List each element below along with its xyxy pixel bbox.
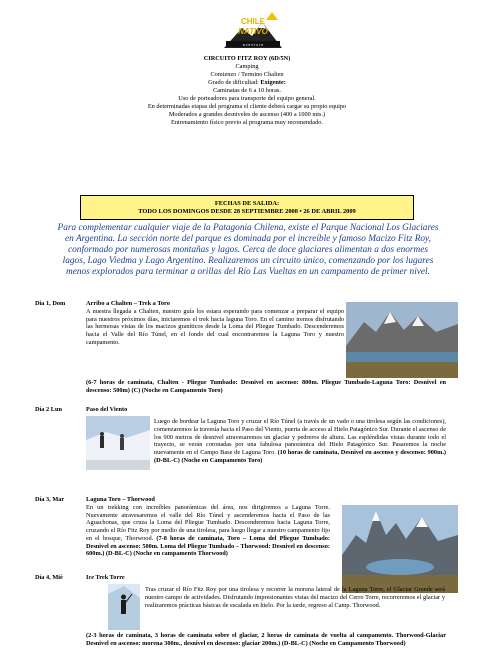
summary-line: Uso de porteadores para transporte del equipo general. (178, 95, 316, 103)
day-label: Día 4, Mié (35, 574, 63, 581)
company-logo (222, 10, 284, 50)
summary-line: Moderados a grandes desniveles de ascenso (400 a 1000 mts.) (168, 111, 326, 119)
summary-line: En determinadas etapas del programa el cliente deberá cargar su propio equipo (147, 103, 347, 111)
day-title: Paso del Viento (86, 406, 128, 413)
summary-line: Caminatas de 6 a 10 horas. (213, 87, 281, 95)
day-3-body (86, 496, 330, 558)
day-label: Día 3, Mar (35, 496, 65, 503)
difficulty-label: Grado de dificultad: (208, 79, 261, 87)
day-title: Laguna Toro – Thorwood (86, 496, 155, 503)
day-detail: (2-3 horas de caminata, 3 horas de caminata sobre el glaciar, 2 horas de caminata de vuelta al campamento. Thorwood-Glaciar Desnivel en ascenso: morena 300m., desnivel en descenso: glaciar 200m.) (D-BL-C) (Noche en Campamento Thorwood) (86, 632, 446, 647)
difficulty-value: Exigente: (260, 79, 286, 87)
departure-dates-box (80, 195, 414, 220)
day-title: Ice Trek Torre (86, 574, 125, 581)
day-label: Día 1, Dom (35, 300, 66, 307)
program-title: CIRCUITO FITZ ROY (6D/5N) (203, 55, 291, 62)
day-text: En un trekking con increíbles panorámicas del área, nos dirigiremos a Laguna Torre. Nuevamente atravesaremos el valle del Río Túnel y ascenderemos hacia el Paso de las Aguachonas, que cruza la Loma del Pliegue Tumbado. Descenderemos hacia Laguna Torre, cruzando el Río Fitz Roy por medio de una tirolesa, para luego llegar a nuestro campamento fijo en el bosque, Thorwood. (86, 503, 330, 542)
day-4-body (145, 586, 445, 609)
day-text: A nuestra llegada a Chalten, nuestro guía los estara esperando para comenzar a preparar el equipo para nuestros próximos días, iniciaremos el trek hacia laguna Toro. En el camino iremos disfrutando las hermosas vistas de los macizos graníticos desde la Loma del Pliegue Tumbado. Descenderemos hacia el Valle del Río Túnel, en el fondo del cual encontraremos la Laguna Toro y nuestro campamento. (86, 307, 344, 346)
park-description: Para complementar cualquier viaje de la Patagonia Chilena, existe el Parque Nacional Los Glaciares en Argentina. La sección norte del parque es dominada por el increíble y famoso Macizo Fitz Roy, conformado por numerosas montañas y lagos. Cerca de doce glaciares alimentan a dos enormes lagos, Lago Viedma y Lago Argentino. Realizaremos un circuito único, comenzando por los lugares menos explorados para terminar a orillas del Río Las Vueltas en un campamento de primer nivel. (57, 223, 439, 277)
summary-line: Entrenamiento físico previo al programa muy recomendado. (171, 119, 323, 127)
day-label: Día 2 Lun (35, 406, 62, 413)
logo-tagline: a v e n t u r e (242, 43, 264, 47)
day-detail: (10 horas de caminata, Desnivel en ascenso y descenso: 900m.) (D-BL-C) (Noche en Campamento Toro) (154, 449, 446, 464)
day-text: Luego de bordear la Laguna Toro y cruzar el Río Túnel (a través de un vado o una tirolesa según las condiciones), comenzaremos la travesía hacia el Paso del Viento, puerta de acceso al Hielo Patagónico Sur. Durante el ascenso de los 900 metros de desnivel atravesaremos un glaciar y pedreros de altura. Las espléndidas vistas durante todo el trayecto, se verán coronadas por una fabulosa panorámica del Hielo Patagónico Sur. Pasaremos la noche nuevamente en el Campo Base de Laguna Toro. (154, 418, 446, 456)
ice-climber-photo (108, 584, 140, 630)
day-2-body (154, 418, 446, 465)
day-1-body (86, 300, 344, 347)
program-summary (60, 55, 434, 127)
day-detail: (6-7 horas de caminata, Chalten - Pliegue Tumbado: Desnivel en ascenso: 800m. Pliegue Tumbado-Laguna Toro: Desnivel en descenso: 500m) (C) (Noche en Campamento Toro) (86, 379, 446, 394)
logo-word-1: CHILE (241, 17, 265, 26)
glacier-lake-photo (342, 505, 458, 593)
difficulty-line (60, 79, 434, 87)
logo-word-2: NATIVO (238, 27, 268, 36)
departure-schedule: TODO LOS DOMINGOS DESDE 28 SEPTIEMBRE 2008 • 26 DE ABRIL 2009 (138, 207, 356, 215)
summary-line: Camping (235, 63, 259, 71)
day-text: Tras cruzar el Río Fitz Roy por una tirolesa y recorrer la morena lateral de la Laguna Torre, el Glaciar Grande será nuestro campo de actividades. Disfrutando impresionantes vistas del macizo del Cerro Torre, recorreremos el glaciar y realizaremos prácticas básicas de escalada en hielo. Por la tarde, regreso al Camp. Thorwood. (145, 586, 445, 609)
departure-heading: FECHAS DE SALIDA: (214, 199, 280, 207)
mountain-logo-icon (222, 10, 284, 50)
day-detail: (7-8 horas de caminata, Toro – Loma del Pliegue Tumbado: Desnivel en ascenso: 500m. Loma del Pliegue Tumbado – Thorwood: Desnivel en descenso: 600m.) (D-BL-C) (Noche en campamento Thorwood) (86, 534, 330, 558)
summary-line: Comienzo / Termino Chalten (210, 71, 284, 79)
hikers-snow-photo (86, 416, 150, 470)
mountain-lake-photo (346, 302, 458, 378)
day-title: Arribo a Chalten – Trek a Toro (86, 300, 170, 307)
